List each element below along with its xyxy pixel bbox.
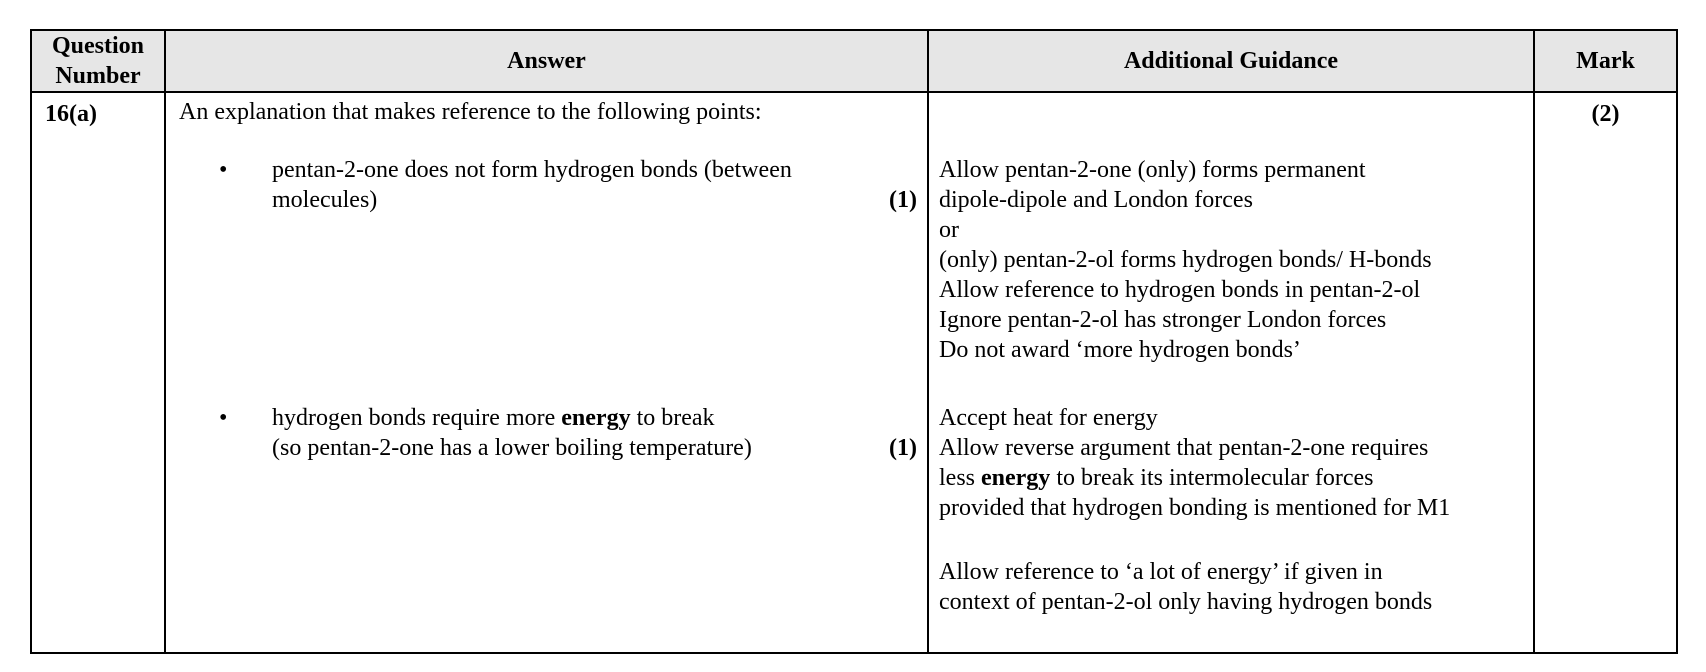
guidance-line: Allow reverse argument that pentan-2-one requires [939,435,1429,461]
bullet-icon: • [219,405,228,431]
guidance-line: Do not award ‘more hydrogen bonds’ [939,337,1301,363]
guidance-line: Ignore pentan-2-ol has stronger London forces [939,307,1387,333]
bullet-icon: • [219,157,228,183]
guidance-line: Allow reference to hydrogen bonds in pentan-2-ol [939,277,1421,303]
guidance-line: or [939,217,959,243]
guidance-line: (only) pentan-2-ol forms hydrogen bonds/ H-bonds [939,247,1432,273]
guidance-block-2 [939,403,1525,523]
table-row [31,92,1677,653]
answer-point-1-mark: (1) [889,187,917,213]
guidance-line: Allow reference to ‘a lot of energy’ if given in [939,559,1383,585]
header-question-number: Question Number [31,30,165,92]
guidance-line: Allow pentan-2-one (only) forms permanent [939,157,1366,183]
answer-point-2-line-2: (so pentan-2-one has a lower boiling temperature) [272,435,752,461]
answer-point-2 [179,403,917,463]
answer-point-1-line-2: molecules) [272,187,378,213]
guidance-block-1 [939,155,1525,365]
header-guidance: Additional Guidance [928,30,1534,92]
answer-intro: An explanation that makes reference to the following points: [179,99,762,125]
guidance-line: context of pentan-2-ol only having hydrogen bonds [939,589,1433,615]
guidance-cell [928,92,1534,653]
emphasis-energy: energy [561,405,631,431]
answer-cell [165,92,928,653]
header-row [31,30,1677,92]
question-number: 16(a) [31,92,165,653]
answer-point-2-mark: (1) [889,435,917,461]
answer-point-1-line-1: pentan-2-one does not form hydrogen bonds (between [272,157,792,183]
guidance-line: dipole-dipole and London forces [939,187,1253,213]
header-answer: Answer [165,30,928,92]
guidance-block-3 [939,557,1525,617]
guidance-line: provided that hydrogen bonding is mentioned for M1 [939,495,1451,521]
mark-scheme-table [30,29,1678,654]
guidance-line: Accept heat for energy [939,405,1158,431]
emphasis-energy: energy [981,465,1051,491]
answer-point-2-line-1: hydrogen bonds require more energy to break [272,405,715,431]
guidance-line: less energy to break its intermolecular forces [939,465,1374,491]
answer-point-1 [179,155,917,215]
header-mark: Mark [1534,30,1677,92]
total-mark: (2) [1534,92,1677,653]
